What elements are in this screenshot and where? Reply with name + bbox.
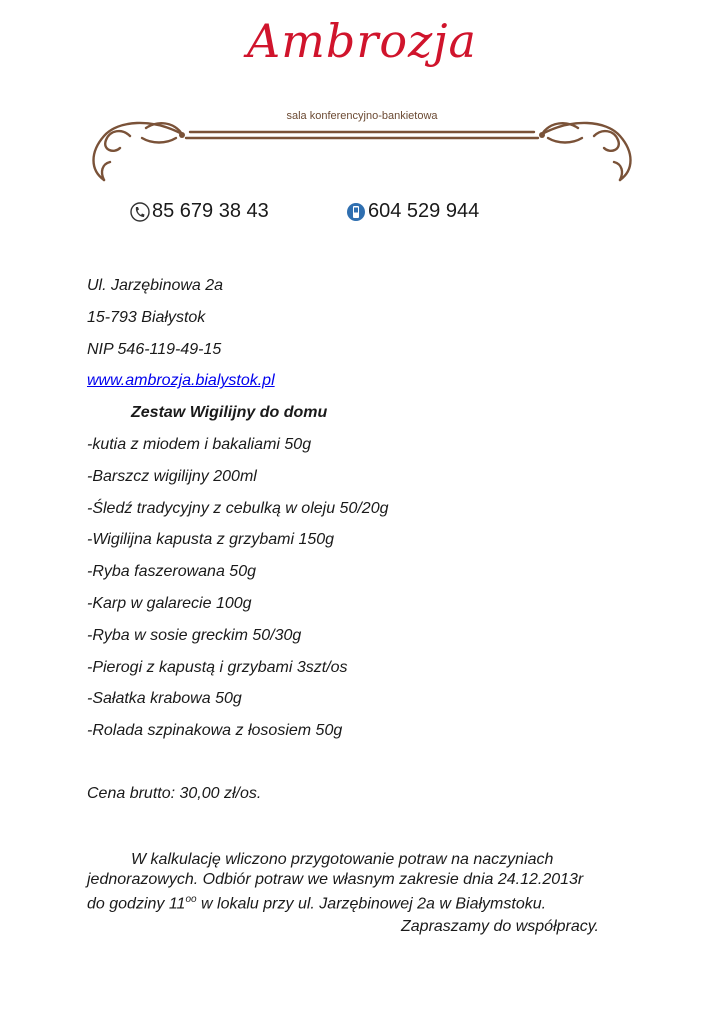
note-line: W kalkulację wliczono przygotowanie potraw na naczyniach <box>131 850 554 868</box>
menu-item: -Karp w galarecie 100g <box>87 594 252 612</box>
closing-text: Zapraszamy do współpracy. <box>401 918 599 936</box>
tagline: sala konferencyjno-bankietowa <box>286 110 438 122</box>
menu-item: -Wigilijna kapusta z grzybami 150g <box>87 531 335 549</box>
document-body <box>87 276 647 936</box>
mobile-number: 604 529 944 <box>368 200 480 222</box>
menu-item: -kutia z miodem i bakaliami 50g <box>87 435 312 453</box>
menu-item: -Ryba w sosie greckim 50/30g <box>87 626 302 644</box>
menu-title: Zestaw Wigilijny do domu <box>131 404 328 422</box>
phone-contact <box>130 200 269 223</box>
note-line <box>87 890 647 914</box>
note-line: jednorazowych. Odbiór potraw we własnym zakresie dnia 24.12.2013r <box>87 870 584 888</box>
logo-text: Ambrozja <box>247 14 477 68</box>
menu-item: -Pierogi z kapustą i grzybami 3szt/os <box>87 658 348 676</box>
price: Cena brutto: 30,00 zł/os. <box>87 784 262 802</box>
menu-item: -Rolada szpinakowa z łososiem 50g <box>87 722 343 740</box>
ornament-divider <box>82 114 642 186</box>
phone-icon <box>130 201 150 223</box>
address-city: 15-793 Białystok <box>87 308 206 326</box>
note-text: w lokalu przy ul. Jarzębinowej 2a w Białymstoku. <box>196 895 547 913</box>
menu-item: -Barszcz wigilijny 200ml <box>87 467 257 485</box>
menu-item: -Ryba faszerowana 50g <box>87 563 256 581</box>
menu-item: -Śledź tradycyjny z cebulką w oleju 50/20g <box>87 499 389 517</box>
mobile-contact <box>346 200 479 223</box>
note-superscript: oo <box>185 893 197 905</box>
address-street: Ul. Jarzębinowa 2a <box>87 277 224 294</box>
pickup-note <box>87 850 647 914</box>
website-link[interactable]: www.ambrozja.bialystok.pl <box>87 372 275 390</box>
menu-item: -Sałatka krabowa 50g <box>87 690 242 708</box>
phone-number: 85 679 38 43 <box>152 200 269 222</box>
note-text: do godziny 11 <box>87 895 186 913</box>
mobile-phone-icon <box>346 201 366 223</box>
nip-number: NIP 546-119-49-15 <box>87 340 222 358</box>
